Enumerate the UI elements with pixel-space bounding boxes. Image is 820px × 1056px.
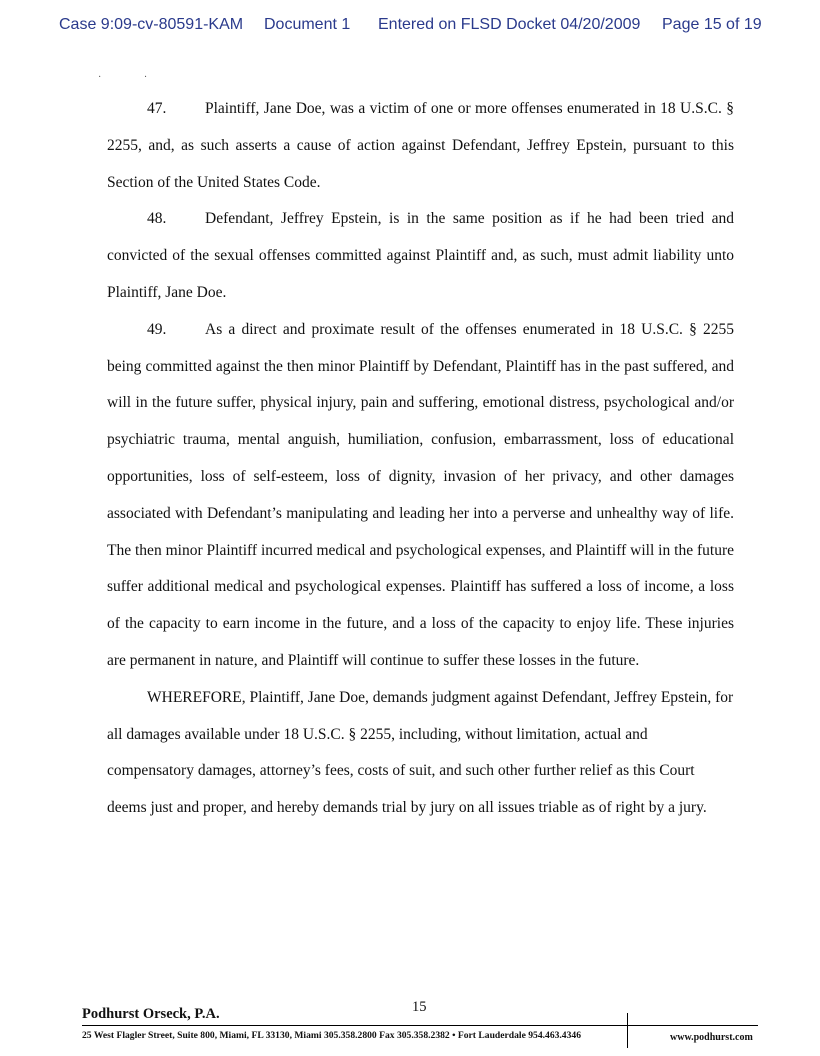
footer-rule xyxy=(82,1025,758,1026)
page-of-total: Page 15 of 19 xyxy=(662,16,762,33)
paragraph-47 xyxy=(107,91,734,201)
case-number: Case 9:09-cv-80591-KAM xyxy=(59,16,244,33)
wherefore-clause: WHEREFORE, Plaintiff, Jane Doe, demands judgment against Defendant, Jeffrey Epstein, for all damages available under 18 U.S.C. § 2255, including, without limitation, actual and compensatory damages, attorney’s fees, costs of suit, and such other further relief as this Court deems just and proper, and hereby demands trial by jury on all issues triable as of right by a jury. xyxy=(107,688,734,817)
scan-specks: · · xyxy=(98,72,168,83)
firm-name: Podhurst Orseck, P.A. xyxy=(82,1006,220,1022)
paragraph-text: Plaintiff, Jane Doe, was a victim of one or more offenses enumerated in 18 U.S.C. § 2255, and, as such asserts a cause of action against Defendant, Jeffrey Epstein, pursuant to this Section of the United States Code. xyxy=(107,100,734,191)
page-footer xyxy=(82,998,758,1048)
docket-entry-date: Entered on FLSD Docket 04/20/2009 xyxy=(378,16,641,33)
footer-divider xyxy=(627,1013,628,1048)
page-number: 15 xyxy=(412,999,427,1015)
paragraph-number: 47. xyxy=(147,100,167,117)
paragraph-text: As a direct and proximate result of the offenses enumerated in 18 U.S.C. § 2255 being committed against the then minor Plaintiff by Defendant, Plaintiff has in the past suffered, and will in the future suffer, physical injury, pain and suffering, emotional distress, psychological and/or psychiatric trauma, mental anguish, humiliation, confusion, embarrassment, loss of educational opportunities, loss of self-esteem, loss of dignity, invasion of her privacy, and other damages associated with Defendant’s manipulating and leading her into a perverse and unhealthy way of life. The then minor Plaintiff incurred medical and psychological expenses, and Plaintiff will in the future suffer additional medical and psychological expenses. Plaintiff has suffered a loss of income, a loss of the capacity to earn income in the future, and a loss of the capacity to enjoy life. These injuries are permanent in nature, and Plaintiff will continue to suffer these losses in the future. xyxy=(107,320,734,669)
paragraph-49 xyxy=(107,312,734,680)
document-number: Document 1 xyxy=(264,16,351,33)
paragraph-number: 48. xyxy=(147,210,167,228)
firm-website: www.podhurst.com xyxy=(670,1032,753,1043)
document-body xyxy=(107,91,734,827)
ecf-header xyxy=(0,16,820,40)
paragraph-48 xyxy=(107,201,734,311)
paragraph-text: Defendant, Jeffrey Epstein, is in the same position as if he had been tried and convicted of the sexual offenses committed against Plaintiff and, as such, must admit liability unto Plaintiff, Jane Doe. xyxy=(107,210,734,301)
firm-address: 25 West Flagler Street, Suite 800, Miami, FL 33130, Miami 305.358.2800 Fax 305.358.2382 • Fort Lauderdale 954.463.4346 xyxy=(82,1030,581,1041)
paragraph-number: 49. xyxy=(147,320,167,338)
